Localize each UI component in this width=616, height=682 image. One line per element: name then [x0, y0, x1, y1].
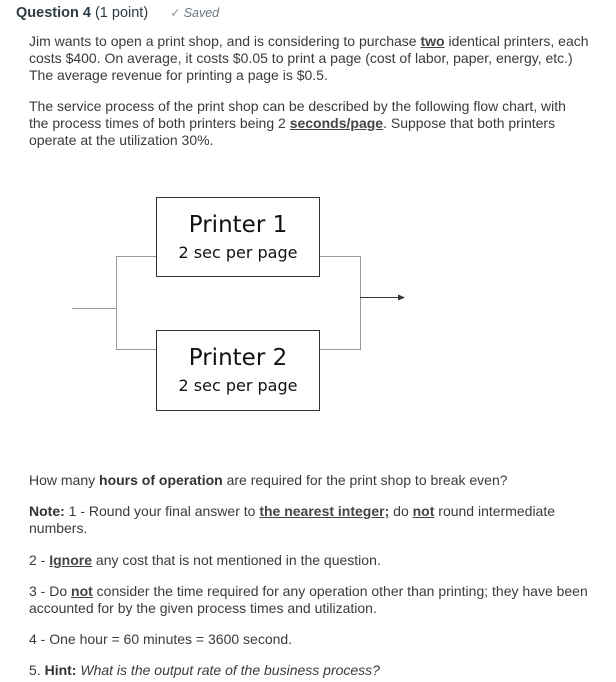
note-label: Note:: [29, 503, 65, 519]
question-header: [16, 5, 219, 21]
intro-text: Jim wants to open a print shop, and is considering to purchase: [29, 33, 421, 49]
printer-rate: 2 sec per page: [178, 243, 298, 262]
note-2: [29, 552, 589, 569]
intro-paragraph-2: [29, 98, 589, 149]
note-emphasis: the nearest integer;: [259, 503, 390, 519]
printer-2-box: [156, 330, 320, 411]
note-text: any cost that is not mentioned in the question.: [92, 552, 381, 568]
intro-text: The service process of the print shop can be described by the following flow chart, with the process times of both printers being 2: [29, 98, 566, 131]
note-emphasis: Ignore: [49, 552, 93, 568]
intro-text: identical printers, each costs $400. On average, it costs $0.05 to print a page (cost of labor, paper, energy, etc.) The average revenue for printing a page is $0.5.: [29, 33, 589, 83]
note-emphasis: not: [412, 503, 435, 519]
note-text: 5.: [29, 662, 45, 678]
emphasis-two: two: [420, 33, 445, 49]
note-1: [29, 503, 589, 537]
note-5-hint: [29, 662, 589, 679]
note-text: 2 -: [29, 552, 50, 568]
hint-label: Hint:: [44, 662, 77, 678]
question-bold: hours of operation: [99, 472, 223, 488]
note-text: 3 - Do: [29, 583, 72, 599]
note-emphasis: not: [71, 583, 93, 599]
note-text: do: [389, 503, 413, 519]
note-text: round intermediate numbers.: [29, 503, 556, 536]
printer-1-box: [156, 197, 320, 277]
printer-rate: 2 sec per page: [178, 376, 298, 395]
note-3: [29, 583, 589, 617]
note-text: 1 - Round your final answer to: [64, 503, 260, 519]
note-text: 4 - One hour = 60 minutes = 3600 second.: [29, 631, 293, 647]
question-text: [29, 472, 589, 489]
question-points: (1 point): [94, 5, 149, 21]
note-4: [29, 631, 589, 648]
question-label: Question 4: [16, 5, 91, 21]
saved-status: [170, 5, 219, 20]
output-arrow-icon: [398, 295, 405, 301]
saved-label: Saved: [183, 6, 220, 20]
checkmark-icon: ✓: [170, 6, 181, 20]
question-part: are required for the print shop to break even?: [222, 472, 508, 488]
hint-text: What is the output rate of the business process?: [80, 662, 380, 678]
printer-name: Printer 2: [188, 345, 288, 371]
printer-name: Printer 1: [188, 212, 288, 238]
note-text: consider the time required for any operation other than printing; they have been accounted for by the given process times and utilization.: [29, 583, 588, 616]
emphasis-unit: seconds/page: [289, 115, 384, 131]
question-part: How many: [29, 472, 100, 488]
intro-text: . Suppose that both printers operate at the utilization 30%.: [29, 115, 556, 148]
intro-paragraph-1: [29, 33, 589, 84]
